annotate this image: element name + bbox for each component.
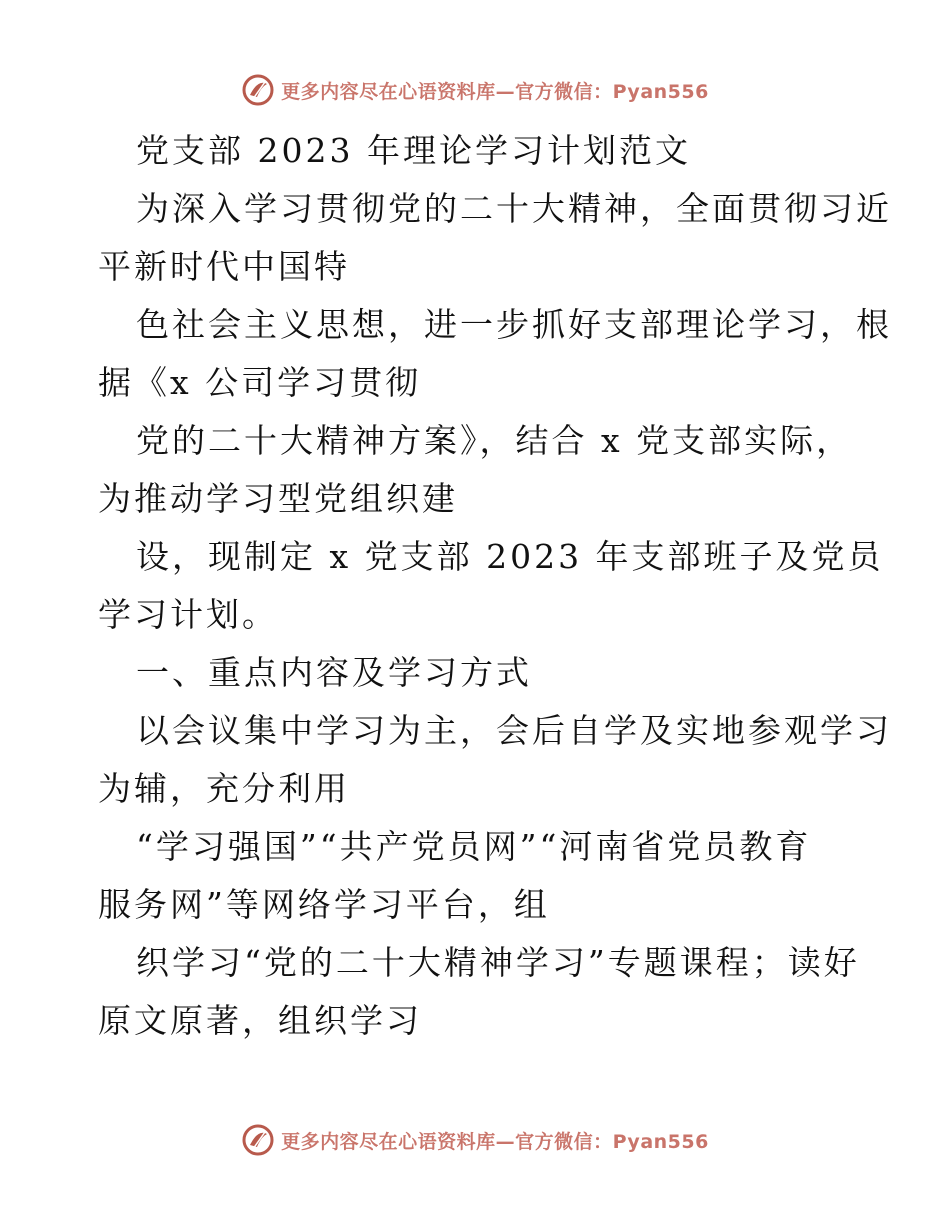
doc-line: 党的二十大精神方案》，结合 x 党支部实际， — [136, 421, 853, 460]
doc-line: 为推动学习型党组织建 — [98, 479, 458, 518]
header-watermark — [0, 70, 950, 110]
doc-line: 服务网”等网络学习平台，组 — [98, 885, 550, 924]
watermark-text: 更多内容尽在心语资料库—官方微信：Pyan556 — [281, 1130, 709, 1153]
doc-line: 为深入学习贯彻党的二十大精神，全面贯彻习近 — [136, 189, 892, 228]
doc-line: “学习强国”“共产党员网”“河南省党员教育 — [136, 827, 812, 866]
doc-line: 设，现制定 x 党支部 2023 年支部班子及党员 — [136, 537, 884, 576]
doc-line: 为辅，充分利用 — [98, 769, 350, 808]
doc-line: 学习计划。 — [98, 595, 278, 634]
doc-line: 据《x 公司学习贯彻 — [98, 363, 422, 402]
doc-line: 党支部 2023 年理论学习计划范文 — [136, 131, 691, 170]
document-body — [98, 122, 892, 1050]
watermark-logo-icon — [241, 73, 275, 107]
doc-line: 平新时代中国特 — [98, 247, 350, 286]
doc-line: 色社会主义思想，进一步抓好支部理论学习，根 — [136, 305, 892, 344]
doc-line: 以会议集中学习为主，会后自学及实地参观学习 — [136, 711, 892, 750]
footer-watermark — [0, 1120, 950, 1160]
watermark-logo-icon — [241, 1123, 275, 1157]
section-heading: 一、重点内容及学习方式 — [136, 653, 532, 692]
doc-line: 织学习“党的二十大精神学习”专题课程；读好 — [136, 943, 860, 982]
watermark-text: 更多内容尽在心语资料库—官方微信：Pyan556 — [281, 80, 709, 103]
doc-line: 原文原著，组织学习 — [98, 1001, 422, 1040]
